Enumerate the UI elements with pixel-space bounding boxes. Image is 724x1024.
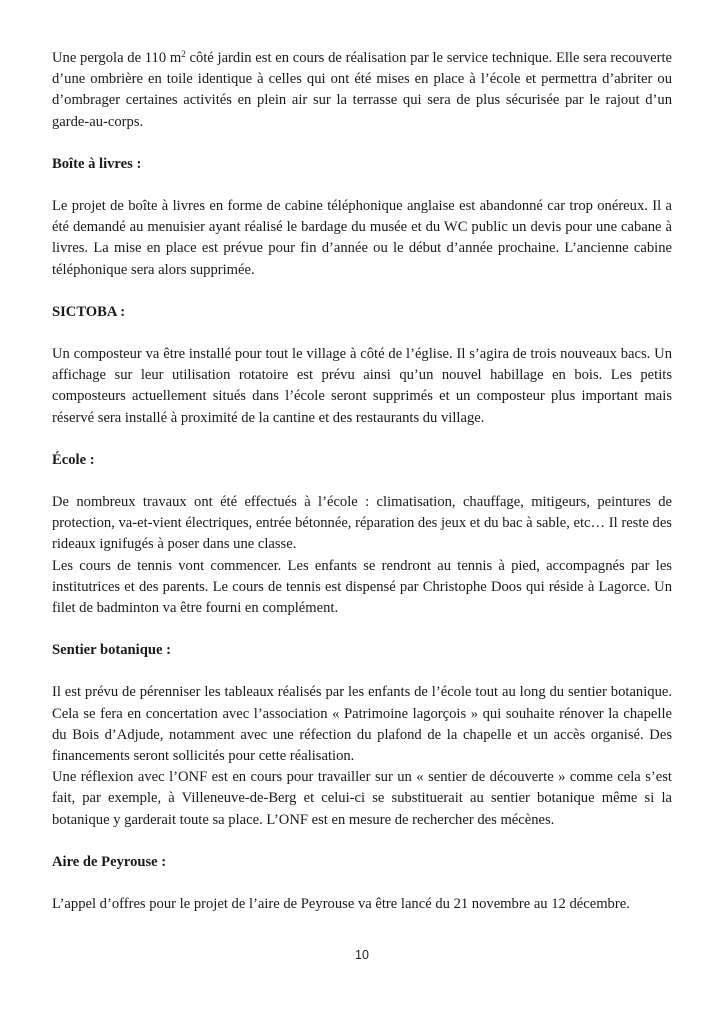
section-paragraph: Il est prévu de pérenniser les tableaux réalisés par les enfants de l’école tout au long du sentier botanique. Cela se fera en concertation avec l’association « Patrimoine lagorçois » qui souhaite rénover la chapelle du Bois d’Adjude, notamment avec une réfection du plafond de la chapelle et un accès organisé. Des financements seront sollicités pour cette réalisation.: [52, 684, 672, 765]
intro-text-continued: côté jardin est en cours de réalisation par le service technique. Elle sera recouverte d’une ombrière en toile identique à celles qui ont été mises en place à l’école et permettra d’abriter ou d’ombrager certaines activités en plein air sur la terrasse qui sera de plus sécurisée par le rajout d’un garde-au-corps.: [52, 50, 672, 130]
section-paragraph: Un composteur va être installé pour tout le village à côté de l’église. Il s’agira de trois nouveaux bacs. Un affichage sur leur utilisation rotatoire est prévu ainsi qu’un nouvel habillage en bois. Les petits composteurs actuellement situés dans l’école seront supprimés et un composteur plus important mais réservé sera installé à proximité de la cantine et des restaurants du village.: [52, 346, 672, 426]
section-ecole: [52, 450, 672, 619]
section-boite-a-livres: [52, 154, 672, 281]
section-paragraph: Les cours de tennis vont commencer. Les enfants se rendront au tennis à pied, accompagnés par les institutrices et des parents. Le cours de tennis est dispensé par Christophe Doos qui réside à Lagorce. Un filet de badminton va être fourni en complément.: [52, 557, 672, 617]
section-paragraph: Une réflexion avec l’ONF est en cours pour travailler sur un « sentier de découverte » comme cela s’est fait, par exemple, à Villeneuve-de-Berg et celui-ci se substituerait au sentier botanique même si la botanique y garderait toute sa place. L’ONF est en mesure de rechercher des mécènes.: [52, 769, 672, 828]
section-paragraph: Le projet de boîte à livres en forme de cabine téléphonique anglaise est abandonné car trop onéreux. Il a été demandé au menuisier ayant réalisé le bardage du musée et du WC public un devis pour une cabane à livres. La mise en place est prévue pour fin d’année ou le début d’année prochaine. L’ancienne cabine téléphonique sera alors supprimée.: [52, 198, 672, 278]
section-heading: Aire de Peyrouse :: [52, 853, 167, 870]
section-sentier-botanique: [52, 640, 672, 831]
page-number: 10: [355, 948, 369, 962]
section-heading: SICTOBA :: [52, 303, 126, 320]
section-paragraph: L’appel d’offres pour le projet de l’aire de Peyrouse va être lancé du 21 novembre au 12 décembre.: [52, 896, 630, 913]
section-aire-de-peyrouse: [52, 852, 672, 915]
intro-text: Une pergola de 110 m: [52, 50, 182, 66]
square-meter-superscript: 2: [181, 49, 186, 59]
section-paragraph: De nombreux travaux ont été effectués à l’école : climatisation, chauffage, mitigeurs, peintures de protection, va-et-vient électriques, entrée bétonnée, réparation des jeux et du bac à sable, etc… Il reste des rideaux ignifugés à poser dans une classe.: [52, 494, 672, 553]
section-heading: Sentier botanique :: [52, 642, 171, 659]
section-heading: Boîte à livres :: [52, 155, 142, 172]
intro-paragraph: [52, 48, 672, 133]
section-heading: École :: [52, 451, 95, 468]
document-page: [52, 48, 672, 915]
section-sictoba: [52, 302, 672, 429]
